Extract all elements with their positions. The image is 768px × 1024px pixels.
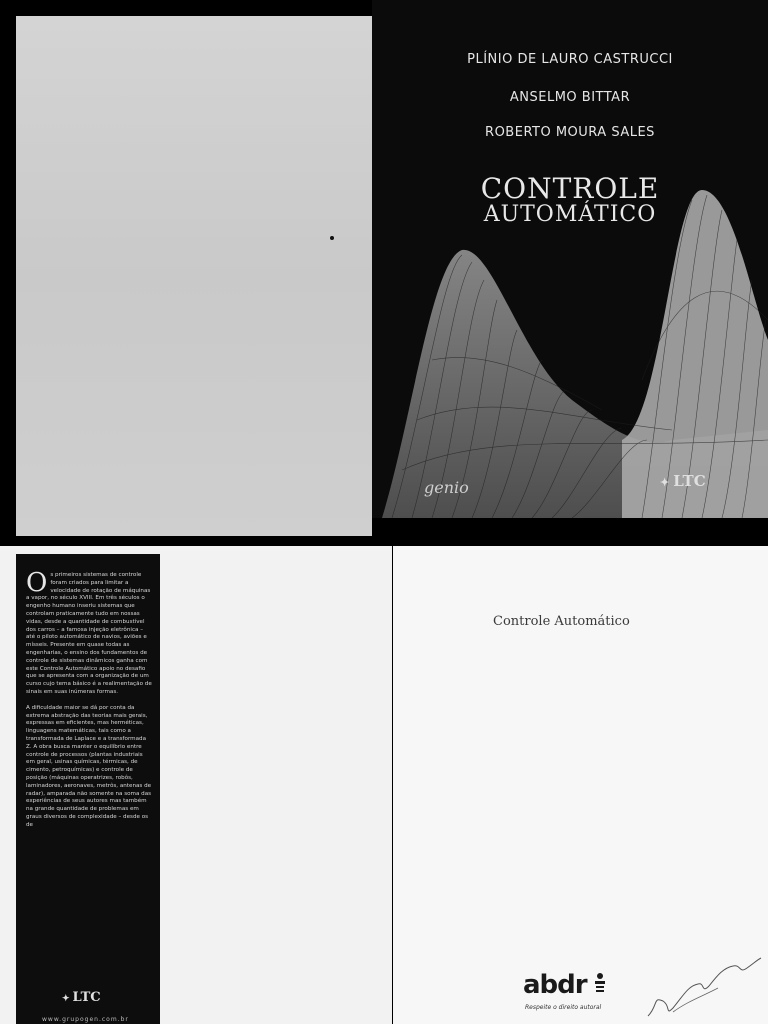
ltc-star-icon: ✦ [62,994,70,1004]
blurb-paragraph: A dificuldade maior se dá por conta da extrema abstração das teorias mais gerais, expressas em eficientes, mas herméticas, linguagens matemáticas, tais como a transformada de Laplace e a transformada Z. A obra busca manter o equilíbrio entre controle de processos (plantas industriais em geral, usinas químicas, térmicas, de cimento, petroquímicas) e controle de posição (máquinas operatrizes, robôs, laminadores, aeronaves, metrôs, antenas de radar), amparada não somente na soma das experiências de seus autores mas também na grande quantidade de problemas em graus diversos de complexidade – desde os de [26,704,152,828]
front-cover [372,0,768,518]
publisher-logo-ltc: ✦ LTC [62,990,101,1005]
book-subtitle: AUTOMÁTICO [483,202,657,227]
title-page [393,546,768,1024]
publisher-website: www.grupogen.com.br [42,1016,129,1023]
publisher-logo-genio: genio [424,478,469,497]
title-page-heading: Controle Automático [493,614,630,629]
blurb-paragraph: Os primeiros sistemas de controle foram criados para limitar a velocidade de rotação de máquinas a vapor, no século XVIII. Em três séculos o engenho humano inseriu sistemas que controlam praticamente tudo em nossas vidas, desde a quantidade de combustível dos carros – a famosa injeção eletrônica – até o piloto automático de navios, aviões e mísseis. Presente em quase todas as engenharias, o ensino dos fundamentos de controle de sistemas dinâmicos ganha com este Controle Automático apoio no desafio que se apresenta com a organização de um curso cujo tema básico é a realimentação de sinais em suas inúmeras formas. [26,568,152,695]
dropcap: O [26,568,48,598]
ltc-star-icon: ✦ [660,476,670,489]
speck [330,236,334,240]
handwritten-signature [643,946,763,1022]
book-title: CONTROLE [480,172,660,205]
author-name: ANSELMO BITTAR [509,90,631,105]
author-name: PLÍNIO DE LAURO CASTRUCCI [467,52,673,67]
back-cover-strip [16,554,160,1024]
abdr-tagline: Respeite o direito autoral [525,1004,602,1011]
abdr-person-icon [593,972,607,996]
abdr-logo: abdr [523,970,587,1000]
publisher-logo-ltc: ✦ LTC [660,472,706,490]
blank-page [16,16,372,536]
surface-mesh-illustration [372,0,768,518]
author-name: ROBERTO MOURA SALES [485,125,655,140]
back-cover-blurb [26,568,152,838]
spread-divider [0,540,768,544]
